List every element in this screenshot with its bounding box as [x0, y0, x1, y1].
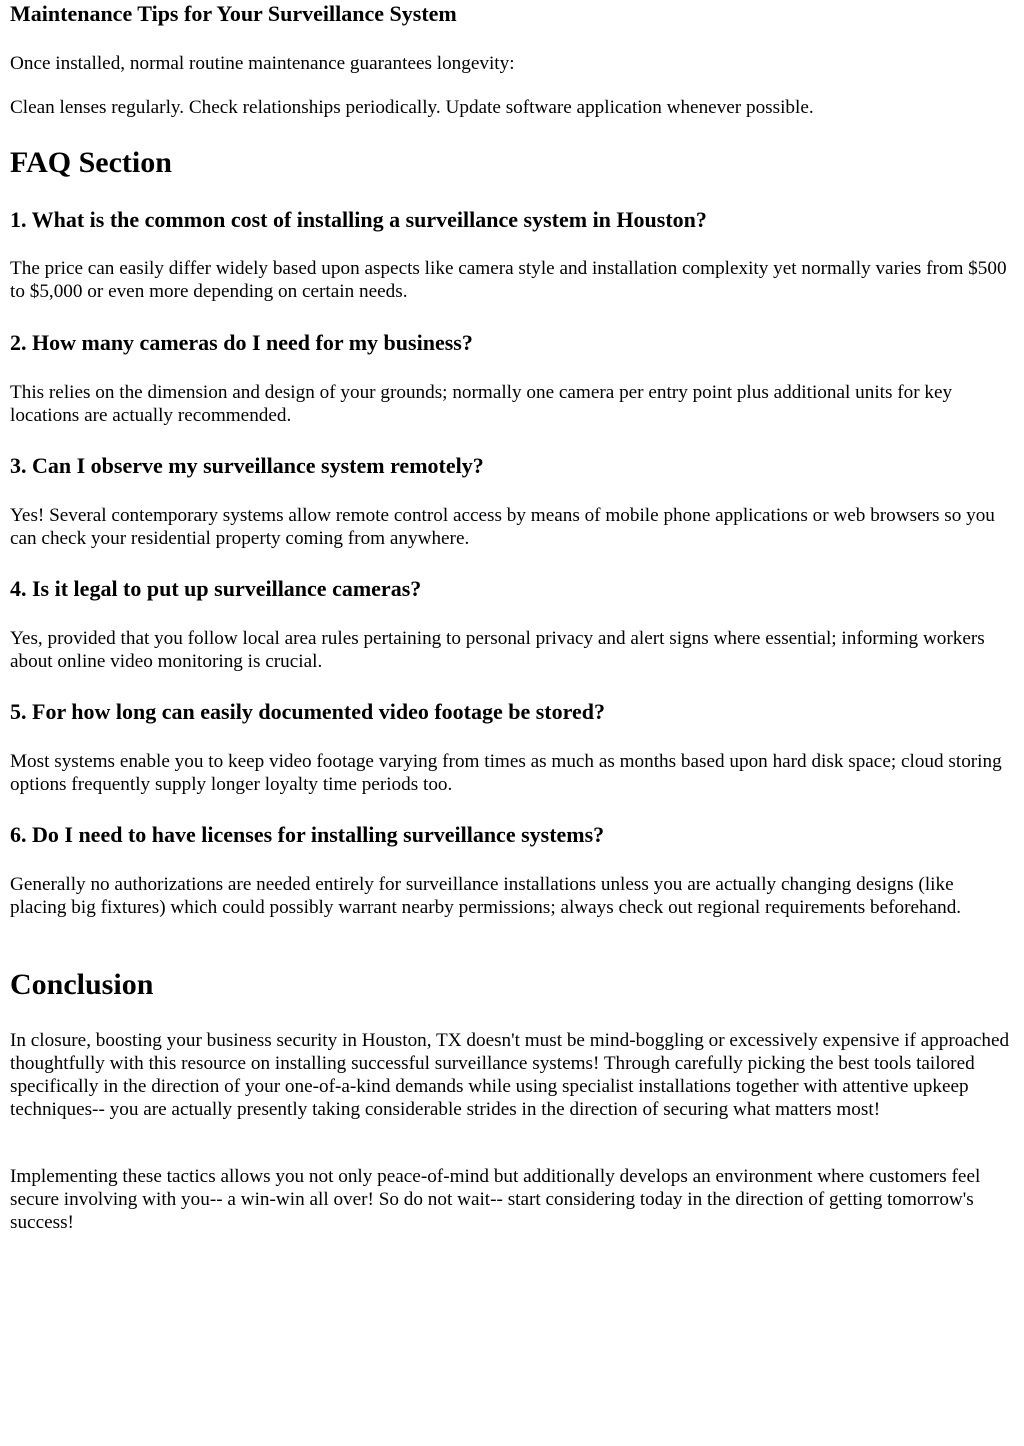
faq-answer-5: Most systems enable you to keep video footage varying from times as much as months based upon hard disk space; cloud storing options frequently supply longer loyalty time periods too. [10, 751, 1002, 795]
faq-question-2: 2. How many cameras do I need for my business? [10, 330, 473, 355]
faq-answer-4: Yes, provided that you follow local area rules pertaining to personal privacy and alert signs where essential; informing workers about online video monitoring is crucial. [10, 628, 985, 672]
conclusion-heading: Conclusion [10, 968, 154, 1001]
faq-answer-3: Yes! Several contemporary systems allow remote control access by means of mobile phone applications or web browsers so you can check your residential property coming from anywhere. [10, 505, 995, 549]
maintenance-intro: Once installed, normal routine maintenance guarantees longevity: [10, 53, 515, 74]
faq-answer-2: This relies on the dimension and design of your grounds; normally one camera per entry point plus additional units for key locations are actually recommended. [10, 382, 953, 426]
faq-question-6: 6. Do I need to have licenses for installing surveillance systems? [10, 822, 605, 847]
faq-answer-1: The price can easily differ widely based upon aspects like camera style and installation complexity yet normally varies from $500 to $5,000 or even more depending on certain needs. [10, 258, 1007, 302]
faq-question-1: 1. What is the common cost of installing a surveillance system in Houston? [10, 207, 707, 232]
faq-question-3: 3. Can I observe my surveillance system remotely? [10, 453, 484, 478]
faq-answer-6: Generally no authorizations are needed entirely for surveillance installations unless you are actually changing designs (like placing big fixtures) which could possibly warrant nearby permissions; always check out regional requirements beforehand. [10, 874, 962, 918]
faq-heading: FAQ Section [10, 146, 172, 179]
conclusion-paragraph-1: In closure, boosting your business security in Houston, TX doesn't must be mind-boggling or excessively expensive if approached thoughtfully with this resource on installing successful surveillance systems! Through carefully picking the best tools tailored specifically in the direction of your one-of-a-kind demands while using specialist installations together with attentive upkeep techniques-- you are actually presently taking considerable strides in the direction of securing what matters most! [10, 1030, 1010, 1120]
faq-question-4: 4. Is it legal to put up surveillance cameras? [10, 576, 422, 601]
maintenance-heading: Maintenance Tips for Your Surveillance System [10, 1, 457, 26]
faq-question-5: 5. For how long can easily documented video footage be stored? [10, 699, 605, 724]
maintenance-tips: Clean lenses regularly. Check relationships periodically. Update software application whenever possible. [10, 97, 814, 118]
conclusion-paragraph-2: Implementing these tactics allows you not only peace-of-mind but additionally develops an environment where customers feel secure involving with you-- a win-win all over! So do not wait-- start considering today in the direction of getting tomorrow's success! [10, 1166, 981, 1233]
